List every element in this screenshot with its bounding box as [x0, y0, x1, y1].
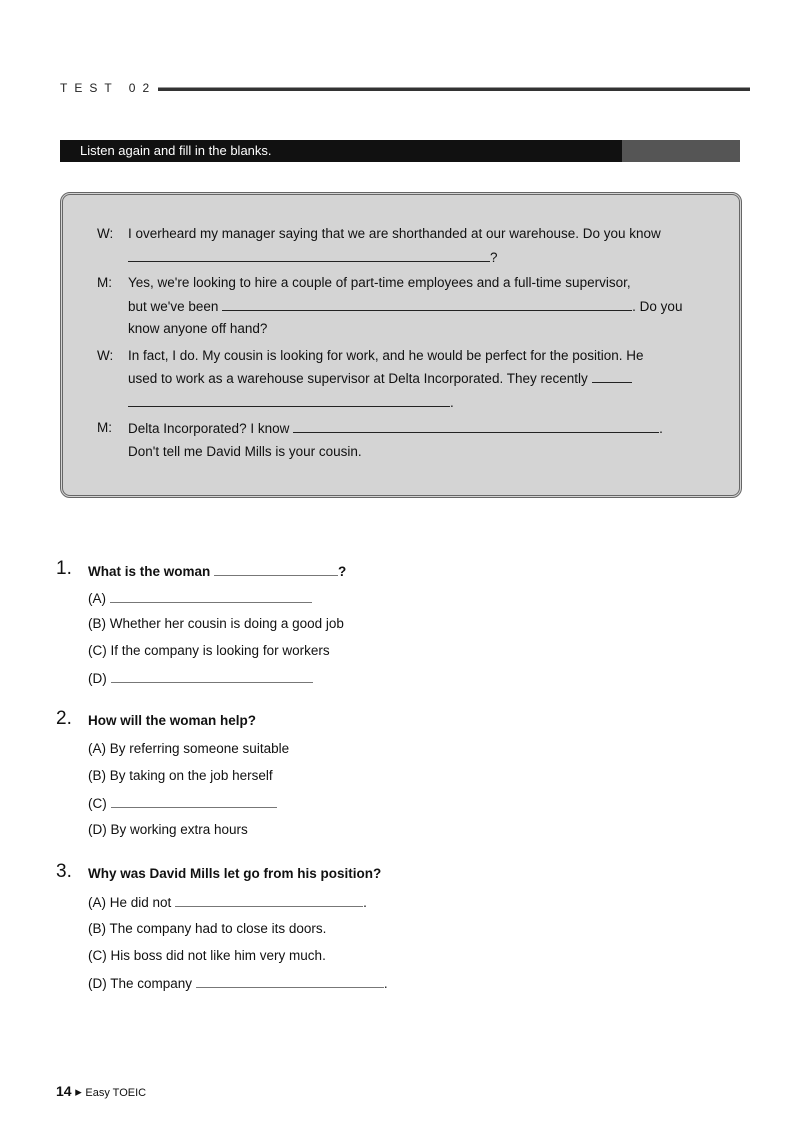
punct: ? — [338, 564, 347, 579]
option[interactable]: (D) By working extra hours — [88, 822, 248, 837]
page-footer — [56, 1083, 146, 1100]
option[interactable] — [88, 590, 312, 606]
dialogue-line — [128, 394, 454, 410]
option-label: (D) — [88, 671, 107, 686]
option[interactable] — [88, 795, 277, 811]
q-text: What is the woman — [88, 564, 211, 579]
line-text: but we've been — [128, 299, 219, 314]
page-number: 14 — [56, 1083, 72, 1099]
speaker-label: W: — [97, 348, 114, 363]
question-text: Why was David Mills let go from his position? — [88, 866, 382, 881]
answer-blank[interactable] — [293, 420, 659, 433]
answer-blank[interactable] — [222, 298, 632, 311]
line-text: . Do you — [632, 299, 683, 314]
option[interactable]: (B) Whether her cousin is doing a good job — [88, 616, 344, 631]
option[interactable]: (B) By taking on the job herself — [88, 768, 273, 783]
dialogue-line — [128, 420, 663, 436]
answer-blank[interactable] — [214, 563, 338, 576]
answer-blank[interactable] — [128, 249, 490, 262]
question-text — [88, 563, 346, 579]
header-rule — [158, 87, 750, 91]
punct: . — [363, 895, 367, 910]
answer-blank[interactable] — [128, 394, 450, 407]
option[interactable]: (C) His boss did not like him very much. — [88, 948, 326, 963]
speaker-label: M: — [97, 275, 112, 290]
option[interactable]: (B) The company had to close its doors. — [88, 921, 327, 936]
option[interactable]: (C) If the company is looking for workers — [88, 643, 330, 658]
answer-blank[interactable] — [592, 370, 632, 383]
answer-blank[interactable] — [111, 670, 313, 683]
book-title: Easy TOEIC — [85, 1087, 147, 1099]
dialogue-line — [128, 370, 632, 386]
dialogue-line: In fact, I do. My cousin is looking for work, and he would be perfect for the position. He — [128, 348, 644, 363]
line-text: used to work as a warehouse supervisor at Delta Incorporated. They recently — [128, 371, 588, 386]
question-number: 1. — [56, 558, 72, 579]
line-text: Delta Incorporated? I know — [128, 421, 290, 436]
option[interactable]: (A) By referring someone suitable — [88, 741, 290, 756]
answer-blank[interactable] — [110, 590, 312, 603]
punct: . — [450, 395, 454, 410]
option-label: (D) The company — [88, 976, 193, 991]
instruction-text: Listen again and fill in the blanks. — [80, 143, 272, 158]
option[interactable] — [88, 894, 367, 910]
dialogue-line: Don't tell me David Mills is your cousin. — [128, 444, 362, 459]
option[interactable] — [88, 670, 313, 686]
speaker-label: W: — [97, 226, 114, 241]
dialogue-line — [128, 249, 498, 265]
punct: . — [383, 976, 388, 991]
option-label: (C) — [88, 796, 107, 811]
option-label: (A) He did not — [88, 895, 172, 910]
punct: . — [659, 421, 663, 436]
punct: ? — [490, 250, 498, 265]
speaker-label: M: — [97, 420, 112, 435]
dialogue-line: Yes, we're looking to hire a couple of part-time employees and a full-time supervisor, — [128, 275, 631, 290]
answer-blank[interactable] — [111, 795, 277, 808]
instruction-banner — [60, 140, 740, 162]
test-header: TEST 02 — [60, 81, 157, 95]
answer-blank[interactable] — [196, 975, 384, 988]
dialogue-line: I overheard my manager saying that we are shorthanded at our warehouse. Do you know — [128, 226, 661, 241]
option[interactable] — [88, 975, 388, 991]
question-text: How will the woman help? — [88, 713, 257, 728]
banner-texture — [622, 140, 740, 162]
question-number: 2. — [56, 708, 72, 729]
answer-blank[interactable] — [175, 894, 363, 907]
arrow-icon: ▸ — [75, 1084, 82, 1099]
question-number: 3. — [56, 861, 72, 882]
dialogue-line: know anyone off hand? — [128, 321, 268, 336]
option-label: (A) — [88, 591, 106, 606]
dialogue-line — [128, 298, 682, 314]
